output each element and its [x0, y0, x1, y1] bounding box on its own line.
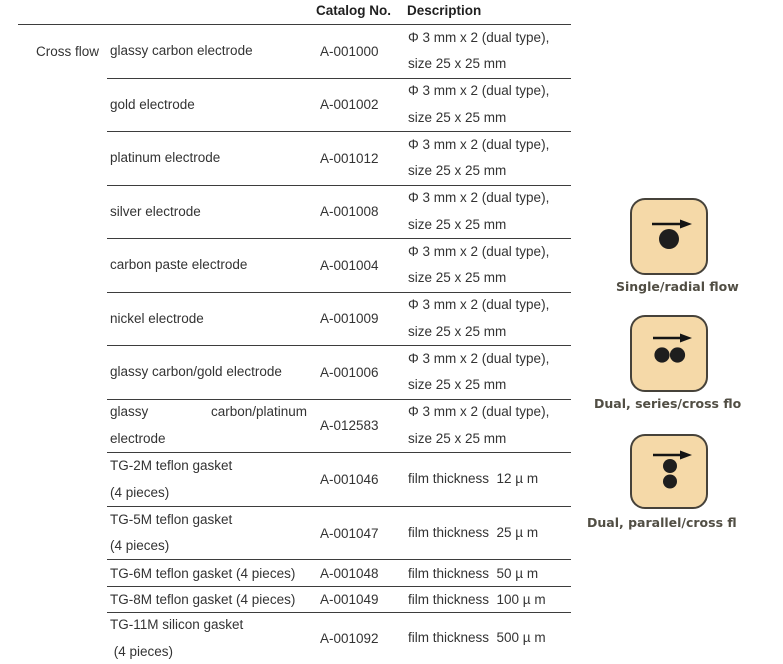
description-cell-text: size 25 x 25 mm — [408, 216, 507, 232]
description-cell-text: Φ 3 mm x 2 (dual type), — [408, 190, 550, 206]
table-row — [18, 400, 571, 454]
description-cell-text: Φ 3 mm x 2 (dual type), — [408, 297, 550, 313]
catalog-no-cell — [313, 453, 390, 506]
description-cell — [390, 560, 571, 586]
description-cell — [390, 25, 571, 78]
description-cell-text: size 25 x 25 mm — [408, 377, 507, 393]
description-cell-text: size 25 x 25 mm — [408, 270, 507, 286]
row-group-label — [18, 613, 107, 664]
table-row — [18, 293, 571, 347]
single-radial-flow-glyph — [632, 200, 706, 272]
row-group-label: Cross flow — [35, 44, 99, 60]
description-cell-text: film thickness 100 µ m — [408, 592, 546, 607]
product-name-cell — [107, 239, 313, 292]
table-row — [18, 453, 571, 507]
single-radial-flow-icon — [630, 198, 708, 275]
flow-type-label: Dual, parallel/cross fl — [587, 515, 737, 530]
catalog-no-cell — [313, 25, 390, 78]
catalog-no-cell — [313, 346, 390, 399]
product-name-cell-text: carbon paste electrode — [110, 257, 248, 272]
description-cell — [390, 346, 571, 399]
row-group-label — [18, 346, 107, 400]
row-group-label — [18, 79, 107, 133]
description-cell — [390, 453, 571, 506]
product-name-cell — [107, 186, 313, 239]
catalog-table — [18, 0, 571, 664]
table-row — [18, 560, 571, 587]
description-cell — [390, 186, 571, 239]
row-group-label — [18, 293, 107, 347]
product-name-cell-text: electrode — [110, 430, 166, 446]
catalog-no-cell-text: A-001047 — [320, 525, 379, 541]
table-row — [18, 587, 571, 613]
description-cell — [390, 239, 571, 292]
table-row — [18, 239, 571, 293]
table-body — [18, 25, 571, 664]
catalog-no-cell-text: A-001012 — [320, 150, 379, 166]
row-group-label — [18, 239, 107, 293]
catalog-no-cell — [313, 613, 390, 664]
product-name-cell — [107, 453, 313, 506]
catalog-no-cell-text: A-001004 — [320, 257, 379, 273]
table-row — [18, 79, 571, 133]
flow-type-label: Dual, series/cross flo — [594, 396, 742, 411]
header-catalog-no: Catalog No. — [316, 3, 392, 18]
product-name-cell — [107, 560, 313, 586]
dual-series-cross-flow-icon — [630, 315, 708, 392]
description-cell-text: size 25 x 25 mm — [408, 109, 507, 125]
catalog-no-cell — [313, 293, 390, 346]
product-name-cell-text: TG-8M teflon gasket (4 pieces) — [110, 592, 296, 607]
catalog-no-cell-text: A-001000 — [320, 43, 379, 59]
row-group-label — [18, 507, 107, 560]
table-header-row — [18, 0, 571, 25]
description-cell — [390, 507, 571, 559]
product-name-cell — [107, 132, 313, 185]
description-cell — [390, 79, 571, 132]
description-cell-text: Φ 3 mm x 2 (dual type), — [408, 404, 550, 420]
table-row — [18, 186, 571, 240]
catalog-no-cell-text: A-001002 — [320, 97, 379, 113]
table-row — [18, 132, 571, 186]
catalog-no-cell — [313, 507, 390, 559]
product-name-cell-text: TG-5M teflon gasket — [110, 511, 233, 527]
catalog-no-cell-text: A-012583 — [320, 418, 379, 434]
description-cell — [390, 587, 571, 612]
catalog-no-cell — [313, 186, 390, 239]
description-cell — [390, 613, 571, 664]
description-cell-text: film thickness 12 µ m — [408, 471, 539, 487]
row-group-label — [18, 453, 107, 507]
description-cell-text: size 25 x 25 mm — [408, 56, 507, 72]
dual-parallel-cross-flow-glyph — [632, 436, 706, 506]
table-row — [18, 507, 571, 560]
product-name-cell — [107, 587, 313, 612]
description-cell-text: size 25 x 25 mm — [408, 323, 507, 339]
header-description: Description — [407, 3, 482, 18]
description-cell-text: film thickness 500 µ m — [408, 630, 546, 646]
description-cell-text: Φ 3 mm x 2 (dual type), — [408, 29, 550, 45]
product-name-cell — [107, 400, 313, 453]
product-name-cell — [107, 346, 313, 399]
catalog-no-cell — [313, 587, 390, 612]
flow-type-label: Single/radial flow — [616, 279, 739, 294]
product-name-cell-text: nickel electrode — [110, 310, 204, 326]
table-row — [18, 346, 571, 400]
product-name-cell-text: (4 pieces) — [110, 643, 174, 659]
product-name-cell-text: (4 pieces) — [110, 484, 170, 500]
product-name-cell — [107, 613, 313, 664]
product-name-cell-text: platinum electrode — [110, 150, 221, 165]
product-name-cell-text: TG-6M teflon gasket (4 pieces) — [110, 565, 296, 581]
catalog-no-cell — [313, 560, 390, 586]
row-group-label — [18, 560, 107, 587]
product-name-cell-text: silver electrode — [110, 203, 201, 219]
catalog-no-cell-text: A-001048 — [320, 565, 379, 581]
product-name-cell-text: glassy carbon/gold electrode — [110, 364, 282, 379]
description-cell — [390, 293, 571, 346]
catalog-no-cell-text: A-001006 — [320, 364, 379, 380]
description-cell-text: film thickness 50 µ m — [408, 565, 539, 581]
product-name-cell-text: TG-2M teflon gasket — [110, 458, 233, 473]
product-name-cell-text: gold electrode — [110, 96, 195, 112]
description-cell-text: film thickness 25 µ m — [408, 524, 539, 540]
description-cell-text: size 25 x 25 mm — [408, 430, 507, 446]
row-group-label — [18, 132, 107, 186]
product-name-cell — [107, 25, 313, 78]
product-name-cell — [107, 507, 313, 559]
product-name-cell-text: glassy carbon electrode — [110, 43, 253, 58]
description-cell — [390, 132, 571, 185]
row-group-label — [18, 400, 107, 454]
description-cell-text: Φ 3 mm x 2 (dual type), — [408, 136, 550, 152]
product-name-cell-text: (4 pieces) — [110, 538, 170, 553]
catalog-no-cell — [313, 79, 390, 132]
dual-series-cross-flow-glyph — [632, 317, 706, 389]
product-name-cell — [107, 79, 313, 132]
product-name-cell-text: TG-11M silicon gasket — [110, 617, 244, 632]
description-cell-text: Φ 3 mm x 2 (dual type), — [408, 83, 550, 99]
description-cell — [390, 400, 571, 453]
catalog-no-cell-text: A-001009 — [320, 311, 379, 327]
catalog-no-cell-text: A-001046 — [320, 472, 379, 487]
table-row — [18, 25, 571, 79]
catalog-no-cell-text: A-001049 — [320, 592, 379, 607]
description-cell-text: Φ 3 mm x 2 (dual type), — [408, 243, 550, 259]
catalog-no-cell-text: A-001092 — [320, 631, 379, 646]
product-name-cell-text: glassy carbon/platinum — [110, 404, 307, 420]
description-cell-text: size 25 x 25 mm — [408, 163, 507, 179]
row-group-label — [18, 587, 107, 613]
dual-parallel-cross-flow-icon — [630, 434, 708, 509]
row-group-label — [18, 186, 107, 240]
table-row — [18, 613, 571, 664]
catalog-no-cell — [313, 400, 390, 453]
catalog-no-cell — [313, 239, 390, 292]
catalog-no-cell — [313, 132, 390, 185]
product-name-cell — [107, 293, 313, 346]
description-cell-text: Φ 3 mm x 2 (dual type), — [408, 350, 550, 366]
catalog-no-cell-text: A-001008 — [320, 204, 379, 220]
